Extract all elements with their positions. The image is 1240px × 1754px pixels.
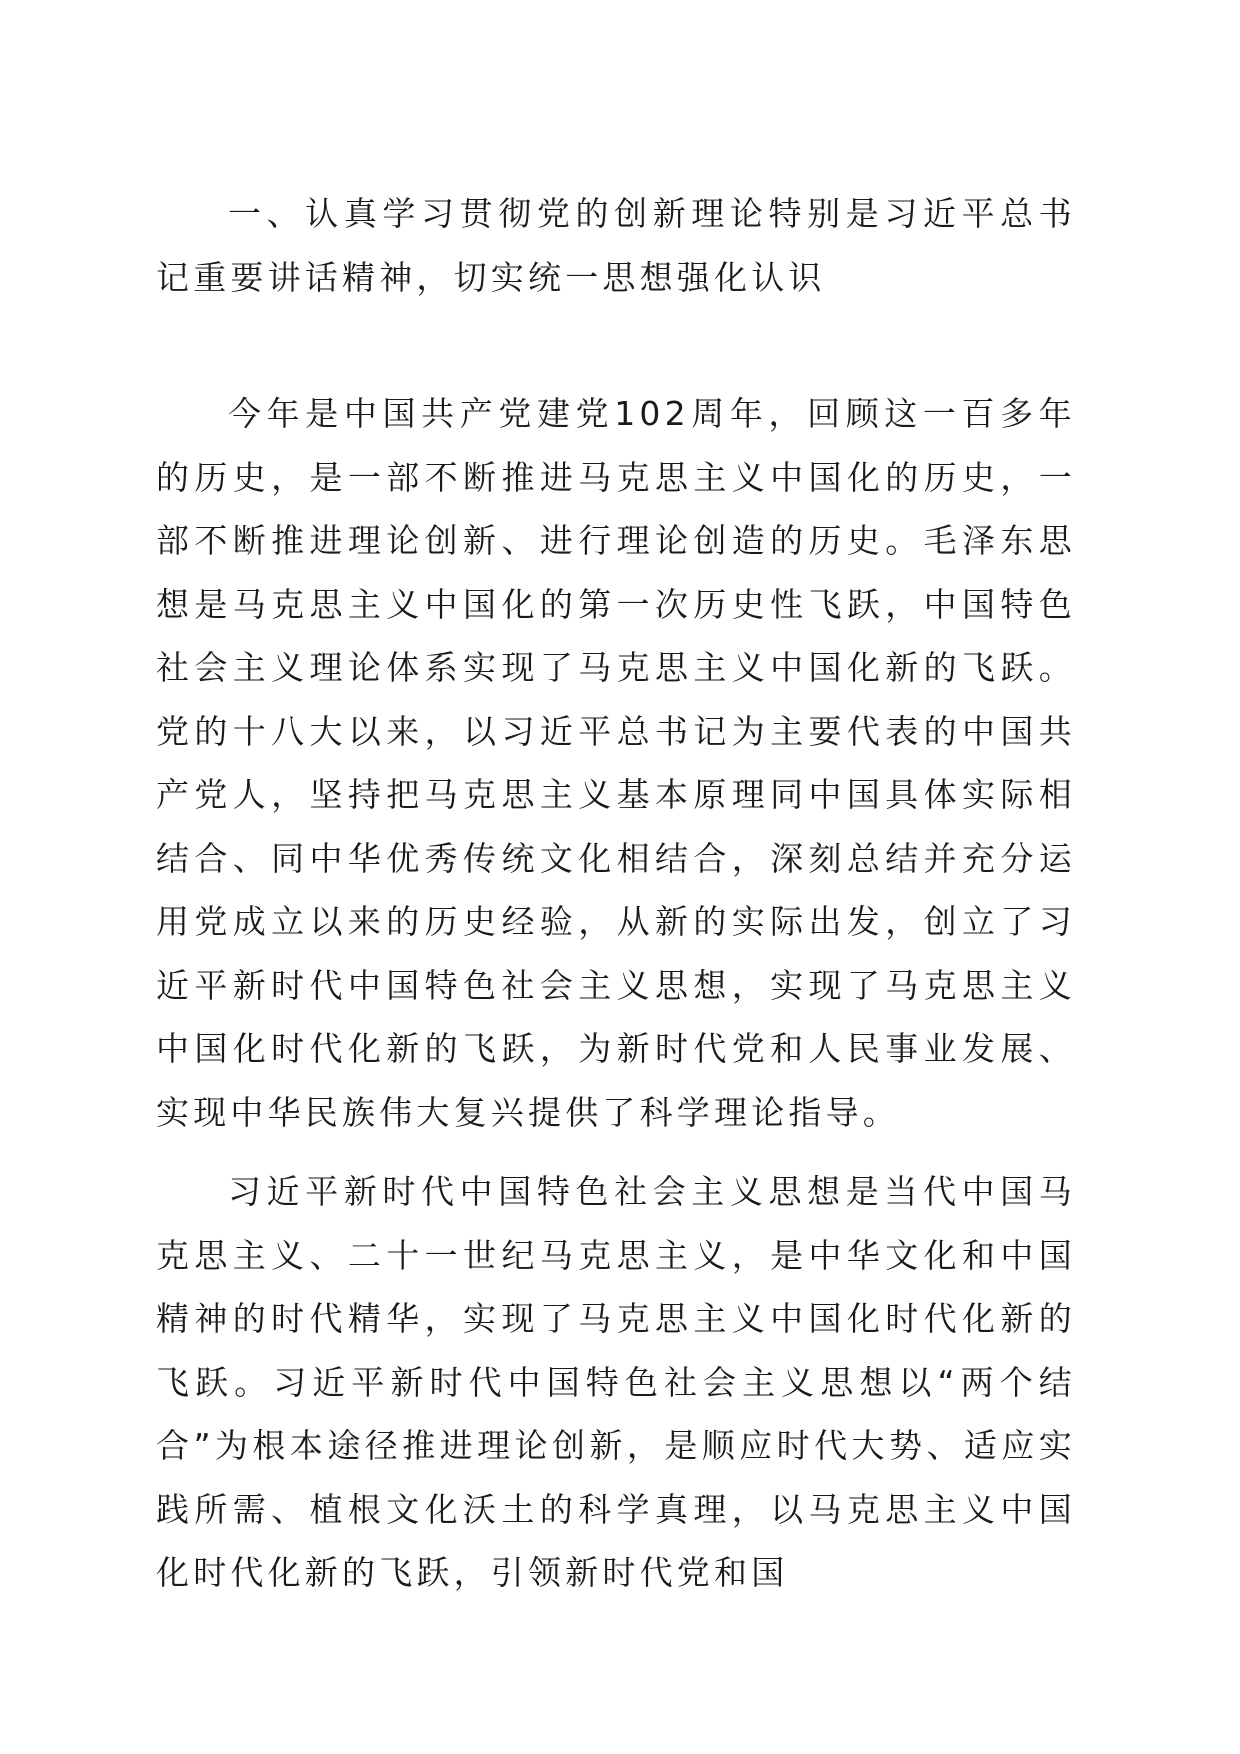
section-heading: 一、认真学习贯彻党的创新理论特别是习近平总书记重要讲话精神，切实统一思想强化认识 — [156, 194, 1076, 297]
body-paragraph: 习近平新时代中国特色社会主义思想是当代中国马克思主义、二十一世纪马克思主义，是中华文化和中国精神的时代精华，实现了马克思主义中国化时代化新的飞跃。习近平新时代中国特色社会主义思想以“两个结合”为根本途径推进理论创新，是顺应时代大势、适应实践所需、植根文化沃土的科学真理，以马克思主义中国化时代化新的飞跃，引领新时代党和国 — [156, 1172, 1076, 1592]
body-paragraph: 今年是中国共产党建党102周年，回顾这一百多年的历史，是一部不断推进马克思主义中国化的历史，一部不断推进理论创新、进行理论创造的历史。毛泽东思想是马克思主义中国化的第一次历史性飞跃，中国特色社会主义理论体系实现了马克思主义中国化新的飞跃。党的十八大以来，以习近平总书记为主要代表的中国共产党人，坚持把马克思主义基本原理同中国具体实际相结合、同中华优秀传统文化相结合，深刻总结并充分运用党成立以来的历史经验，从新的实际出发，创立了习近平新时代中国特色社会主义思想，实现了马克思主义中国化时代化新的飞跃，为新时代党和人民事业发展、实现中华民族伟大复兴提供了科学理论指导。 — [156, 394, 1076, 1132]
